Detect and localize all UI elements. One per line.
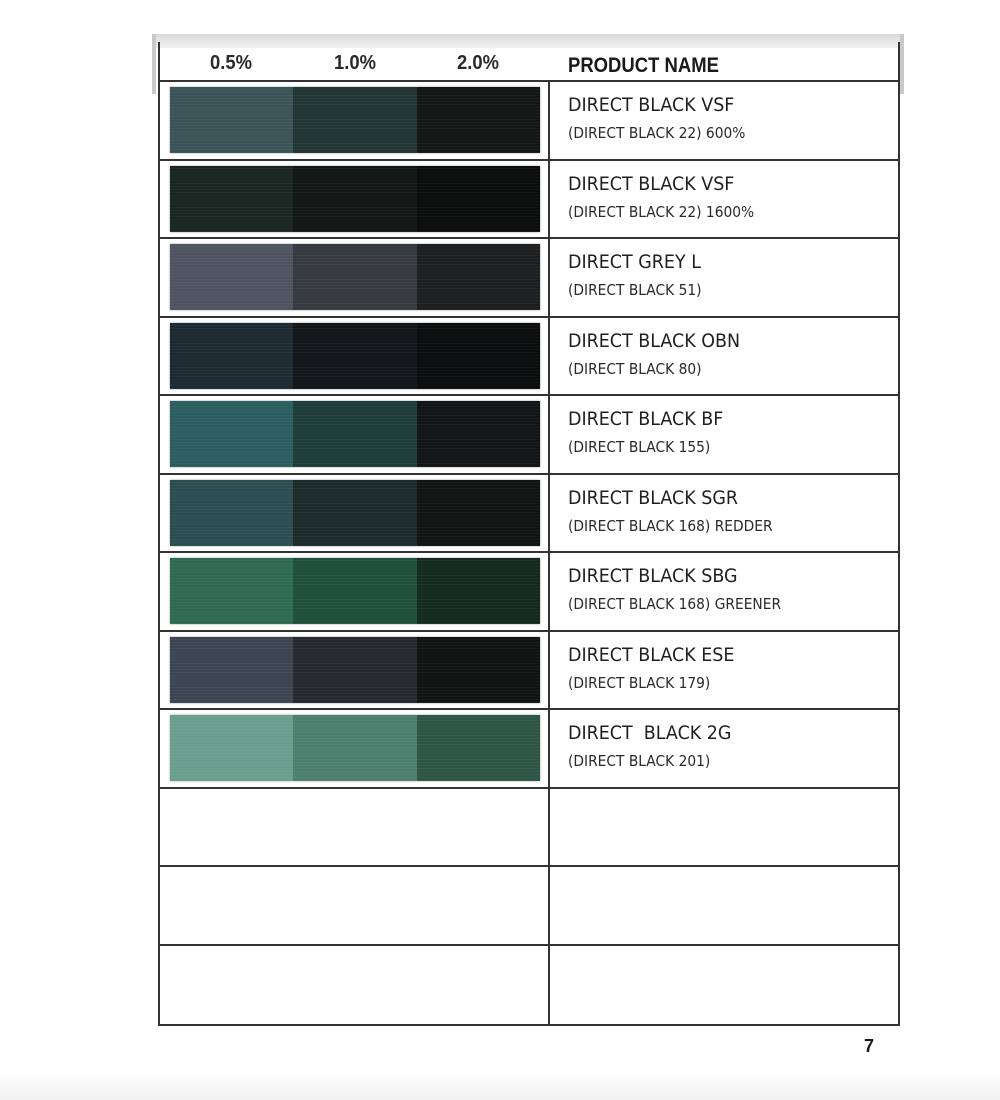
table-row bbox=[160, 553, 898, 632]
product-ci-name: (DIRECT BLACK 80) bbox=[568, 359, 702, 378]
product-name: DIRECT BLACK OBN bbox=[568, 329, 741, 352]
table-row bbox=[160, 946, 898, 1025]
shade-swatch-1-0 bbox=[293, 166, 416, 232]
shade-swatch-0-5 bbox=[170, 558, 293, 624]
shade-swatch-strip bbox=[170, 323, 540, 389]
table-row bbox=[160, 318, 898, 397]
product-name: DIRECT BLACK BF bbox=[568, 408, 724, 430]
product-name: DIRECT BLACK SBG bbox=[568, 565, 738, 587]
table-row bbox=[160, 710, 898, 789]
shade-swatch-strip bbox=[170, 166, 540, 232]
shade-swatch-2-0 bbox=[417, 323, 540, 389]
product-name-cell bbox=[568, 249, 888, 301]
shade-swatch-strip bbox=[170, 637, 540, 703]
scan-edge-bottom bbox=[0, 1072, 1000, 1100]
shade-swatch-1-0 bbox=[293, 323, 416, 389]
product-ci-name: (DIRECT BLACK 179) bbox=[568, 673, 711, 692]
product-name-cell bbox=[568, 171, 888, 223]
table-row bbox=[160, 161, 898, 240]
shade-swatch-2-0 bbox=[417, 480, 540, 546]
product-name-cell bbox=[568, 328, 888, 380]
product-name: DIRECT BLACK SGR bbox=[568, 486, 739, 509]
shade-swatch-0-5 bbox=[170, 637, 293, 703]
product-name-header: PRODUCT NAME bbox=[568, 54, 719, 77]
shade-swatch-2-0 bbox=[417, 401, 540, 467]
shade-swatch-1-0 bbox=[293, 401, 416, 467]
shade-swatch-1-0 bbox=[293, 715, 416, 781]
product-ci-name: (DIRECT BLACK 201) bbox=[568, 752, 711, 770]
table-row bbox=[160, 867, 898, 946]
shade-swatch-2-0 bbox=[417, 715, 540, 781]
shade-swatch-strip bbox=[170, 244, 540, 310]
product-name-cell bbox=[568, 485, 888, 537]
shade-swatch-1-0 bbox=[293, 637, 416, 703]
product-name-cell bbox=[568, 563, 888, 615]
shade-swatch-strip bbox=[170, 558, 540, 624]
page-number: 7 bbox=[864, 1036, 875, 1056]
shade-swatch-1-0 bbox=[293, 87, 416, 153]
shade-swatch-0-5 bbox=[170, 480, 293, 546]
shade-swatch-1-0 bbox=[293, 244, 416, 310]
product-ci-name: (DIRECT BLACK 168) REDDER bbox=[568, 516, 773, 535]
product-name: DIRECT BLACK VSF bbox=[568, 94, 735, 116]
table-row bbox=[160, 239, 898, 318]
shade-swatch-2-0 bbox=[417, 558, 540, 624]
product-name: DIRECT GREY L bbox=[568, 251, 701, 273]
table-row bbox=[160, 789, 898, 868]
shade-swatch-strip bbox=[170, 715, 540, 781]
shade-swatch-2-0 bbox=[417, 244, 540, 310]
product-name: DIRECT BLACK ESE bbox=[568, 643, 735, 666]
shade-swatch-1-0 bbox=[293, 480, 416, 546]
shade-chart-table bbox=[158, 42, 900, 1026]
shade-swatch-strip bbox=[170, 480, 540, 546]
scan-edge-right bbox=[900, 34, 904, 94]
table-header bbox=[160, 42, 898, 82]
shade-swatch-1-0 bbox=[293, 558, 416, 624]
shade-swatch-2-0 bbox=[417, 166, 540, 232]
shade-swatch-0-5 bbox=[170, 166, 293, 232]
product-name-cell bbox=[568, 642, 888, 694]
table-row bbox=[160, 396, 898, 475]
shade-swatch-0-5 bbox=[170, 715, 293, 781]
shade-swatch-0-5 bbox=[170, 323, 293, 389]
product-name-cell bbox=[568, 92, 888, 144]
table-row bbox=[160, 475, 898, 554]
product-name-cell bbox=[568, 720, 888, 772]
shade-swatch-0-5 bbox=[170, 401, 293, 467]
product-ci-name: (DIRECT BLACK 22) 600% bbox=[568, 124, 746, 142]
concentration-label-0-5: 0.5% bbox=[210, 52, 252, 74]
shade-swatch-strip bbox=[170, 87, 540, 153]
concentration-label-1-0: 1.0% bbox=[334, 52, 376, 74]
scan-edge-left bbox=[152, 34, 156, 94]
shade-swatch-2-0 bbox=[417, 637, 540, 703]
shade-swatch-strip bbox=[170, 401, 540, 467]
shade-swatch-2-0 bbox=[417, 87, 540, 153]
product-ci-name: (DIRECT BLACK 51) bbox=[568, 281, 702, 299]
shade-swatch-0-5 bbox=[170, 87, 293, 153]
table-body bbox=[160, 82, 898, 1024]
product-name-cell bbox=[568, 406, 888, 458]
product-name: DIRECT BLACK 2G bbox=[568, 722, 732, 744]
product-name: DIRECT BLACK VSF bbox=[568, 172, 735, 195]
shade-swatch-0-5 bbox=[170, 244, 293, 310]
product-ci-name: (DIRECT BLACK 22) 1600% bbox=[568, 202, 755, 221]
concentration-label-2-0: 2.0% bbox=[457, 52, 499, 74]
table-row bbox=[160, 632, 898, 711]
table-row bbox=[160, 82, 898, 161]
product-ci-name: (DIRECT BLACK 155) bbox=[568, 438, 711, 456]
product-ci-name: (DIRECT BLACK 168) GREENER bbox=[568, 595, 782, 613]
